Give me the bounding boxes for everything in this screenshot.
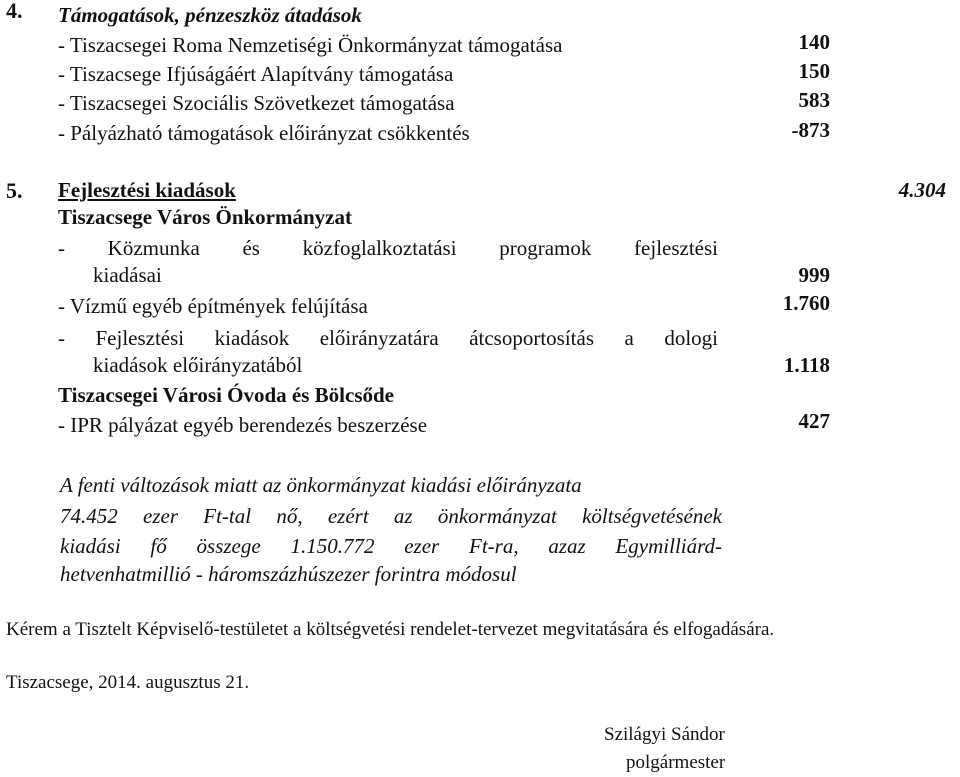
- place-date: Tiszacsege, 2014. augusztus 21.: [6, 672, 250, 693]
- section-4-item-4-value: -873: [791, 118, 830, 142]
- signature-title: polgármester: [626, 752, 726, 773]
- section-5-item-ipr-value: 427: [798, 409, 830, 433]
- section-5-item-ipr: - IPR pályázat egyéb berendezés beszerzése: [58, 413, 428, 437]
- section-5-org-1: Tiszacsege Város Önkormányzat: [58, 205, 352, 229]
- section-4-title: Támogatások, pénzeszköz átadások: [58, 3, 362, 27]
- section-5-item-1-value: 999: [798, 263, 830, 287]
- summary-line-2: 74.452 ezer Ft-tal nő, ezért az önkormányzat költségvetésének: [60, 504, 722, 528]
- section-5-item-1-line2: kiadásai: [93, 263, 162, 287]
- section-5-total: 4.304: [898, 178, 946, 202]
- section-5-item-2: - Vízmű egyéb építmények felújítása: [58, 294, 368, 318]
- summary-line-4: hetvenhatmillió - háromszázhúszezer forintra módosul: [60, 562, 517, 586]
- section-5-item-2-value: 1.760: [782, 291, 830, 315]
- section-4-item-3-value: 583: [798, 88, 830, 112]
- summary-line-1: A fenti változások miatt az önkormányzat kiadási előirányzata: [60, 473, 582, 497]
- section-5-org-2: Tiszacsegei Városi Óvoda és Bölcsőde: [58, 383, 394, 407]
- section-4-item-1: - Tiszacsegei Roma Nemzetiségi Önkormányzat támogatása: [58, 33, 563, 57]
- section-4-item-4: - Pályázható támogatások előirányzat csökkentés: [58, 121, 470, 145]
- section-4-number: 4.: [6, 0, 23, 23]
- section-4-item-2-value: 150: [798, 59, 830, 83]
- summary-line-3: kiadási fő összege 1.150.772 ezer Ft-ra, azaz Egymilliárd-: [60, 534, 722, 558]
- section-4-item-3: - Tiszacsegei Szociális Szövetkezet támogatása: [58, 91, 455, 115]
- section-5-item-3-line2: kiadások előirányzatából: [93, 353, 303, 377]
- section-5-title: Fejlesztési kiadások: [58, 178, 236, 202]
- signature-name: Szilágyi Sándor: [604, 724, 725, 745]
- section-4-item-1-value: 140: [798, 30, 830, 54]
- section-5-item-1-line1: - Közmunka és közfoglalkoztatási programok fejlesztési: [58, 236, 718, 260]
- section-5-item-3-line1: - Fejlesztési kiadások előirányzatára átcsoportosítás a dologi: [58, 326, 718, 350]
- section-5-number: 5.: [6, 178, 23, 203]
- request-text: Kérem a Tisztelt Képviselő-testületet a költségvetési rendelet-tervezet megvitatására és elfogadására.: [6, 619, 775, 640]
- section-4-item-2: - Tiszacsege Ifjúságáért Alapítvány támogatása: [58, 62, 454, 86]
- section-5-item-3-value: 1.118: [783, 353, 830, 377]
